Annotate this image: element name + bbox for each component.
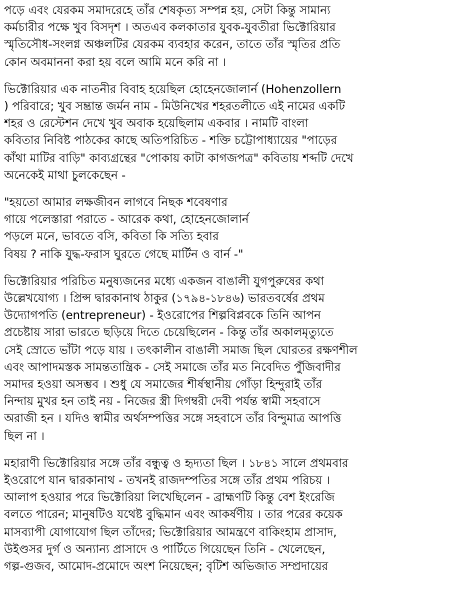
text-line: মাসব্যাপী যোগাযোগ ছিল তাঁদের; ভিক্টোরিয়ার আমন্ত্রণে বাকিংহাম প্রাসাদ, (4, 524, 337, 539)
text-line: অনেকেই মাথা চুলকেছেন - (4, 167, 126, 182)
text-line: সেই স্রোতে ভাঁটা পড়ে যায় । তৎকালীন বাঙালী সমাজ ছিল ঘোরতর রক্ষণশীল (4, 342, 358, 357)
text-line: কোন অবমাননা করা হয় বলে আমি মনে করি না । (4, 54, 227, 69)
text-line: কবিতার নিবিষ্ট পাঠকের কাছে অতিপরিচিত - শক্তি চট্টোপাধ্যায়ের "পাড়ের (4, 133, 338, 148)
text-line: ছিল না । (4, 428, 45, 443)
paragraph-hohenzollern (4, 81, 454, 184)
text-line: উল্লেখযোগ্য । প্রিন্স দ্বারকানাথ ঠাকুর (১৭৯৪-১৮৪৬) ভারতবর্ষের প্রথম (4, 291, 325, 306)
text-line: আলাপ হওয়ার পরে ভিক্টোরিয়া লিখেছিলেন - ব্রাহ্মণটি কিন্তু বেশ ইংরেজি (4, 490, 335, 505)
text-line: ভিক্টোরিয়ার পরিচিত মনুষ্যজনের মধ্যে একজন বাঙালী যুগপুরুষের কথা (4, 273, 324, 288)
text-line: গল্প-গুজব, আমোদ-প্রমোদে অংশ নিয়েছেন; বৃটিশ অভিজাত সম্প্রদায়ের (4, 559, 329, 574)
poem-line: বিষয় ? নাকি যুদ্ধ-ফরাস ঘুরতে গেছে মার্টিন ও বার্ন -" (4, 246, 244, 261)
text-line: সমাদর হওয়া অসম্ভব । শুধু যে সমাজের শীর্ষস্থানীয় গোঁড়া হিন্দুরাই তাঁর (4, 377, 323, 392)
paragraph-funeral (4, 2, 454, 71)
text-line: উদ্যোগপতি (entrepreneur) - ইওরোপের শিল্পবিপ্লবকে তিনি আপন (4, 308, 321, 323)
text-line: এবং আপাদমস্তক সামন্ততান্ত্রিক - সেই সমাজে তাঁর মত নিবেদিত পুঁজিবাদীর (4, 359, 341, 374)
text-line: বলতে পারেন; মানুষটিও যথেষ্ট বুদ্ধিমান এবং আকর্ষণীয় । তার পরের কয়েক (4, 507, 343, 522)
text-line: ) পরিবারে; খুব সম্ভ্রান্ত জর্মন নাম - মিউনিখের শহরতলীতে এই নামের একটি (4, 99, 345, 114)
text-line: প্রচেষ্টায় সারা ভারতে ছড়িয়ে দিতে চেয়েছিলেন - কিন্তু তাঁর অকালমৃত্যুতে (4, 325, 334, 340)
text-line: নিন্দায় মুখর হন তাই নয় - নিজের স্ত্রী দিগম্বরী দেবী পর্যন্ত স্বামী সহবাসে (4, 394, 321, 409)
text-line: ভিক্টোরিয়ার এক নাতনীর বিবাহ হয়েছিল হোহেনজোলার্ন (Hohenzollern (4, 81, 342, 96)
text-line: অরাজী হন । যদিও স্বামীর অর্থসম্পত্তির সঙ্গে সহবাসে তাঁর বিন্দুমাত্র আপত্তি (4, 411, 342, 426)
paragraph-dwarkanath (4, 273, 454, 445)
text-line: শহর ও রেস্টেশন দেখে খুব অবাক হয়েছিলাম একবার । নামটি বাংলা (4, 116, 309, 131)
poem-line: পড়লে মনে, ভাবতে বসি, কবিতা কি সত্যি হবার (4, 229, 219, 244)
text-line: উইণ্ডসর দুর্গ ও অন্যান্য প্রাসাদে ও পার্টিতে গিয়েছেন তিনি - খেলেছেন, (4, 541, 326, 556)
text-line: ইওরোপে যান দ্বারকানাথ - তখনই রাজদম্পতির সঙ্গে তাঁর প্রথম পরিচয় । (4, 473, 330, 488)
poem-quote (4, 194, 454, 263)
poem-line: গায়ে পলেস্তারা পরাতে - আরেক কথা, হোহেনজোলার্ন (4, 212, 249, 227)
text-line: মহারাণী ভিক্টোরিয়ার সঙ্গে তাঁর বন্ধুত্ব ও হৃদ্যতা ছিল । ১৮৪১ সালে প্রথমবার (4, 455, 349, 470)
document-page (4, 2, 454, 585)
text-line: কর্মচারীর পক্ষে খুব বিসদৃশ । অতএব কলকাতার যুবক-যুবতীরা ভিক্টোরিয়ার (4, 20, 336, 35)
text-line: স্মৃতিসৌধ-সংলগ্ন অঞ্চলটির যেরকম ব্যবহার করেন, তাতে তাঁর স্মৃতির প্রতি (4, 37, 341, 52)
paragraph-victoria-friendship (4, 455, 454, 575)
poem-line: "হয়তো আমার লক্ষজীবন লাগবে নিছক শবেষণার (4, 195, 228, 210)
text-line: পড়ে এবং যেরকম সমাদরেহে তাঁর শেষকৃত্য সম্পন্ন হয়, সেটা কিন্তু সামান্য (4, 3, 331, 17)
text-line: কাঁথা মাটির বাড়ি" কাব্যগ্রন্থের "পোকায় কাটা কাগজপত্র" কবিতায় শব্দটি দেখে (4, 150, 354, 165)
